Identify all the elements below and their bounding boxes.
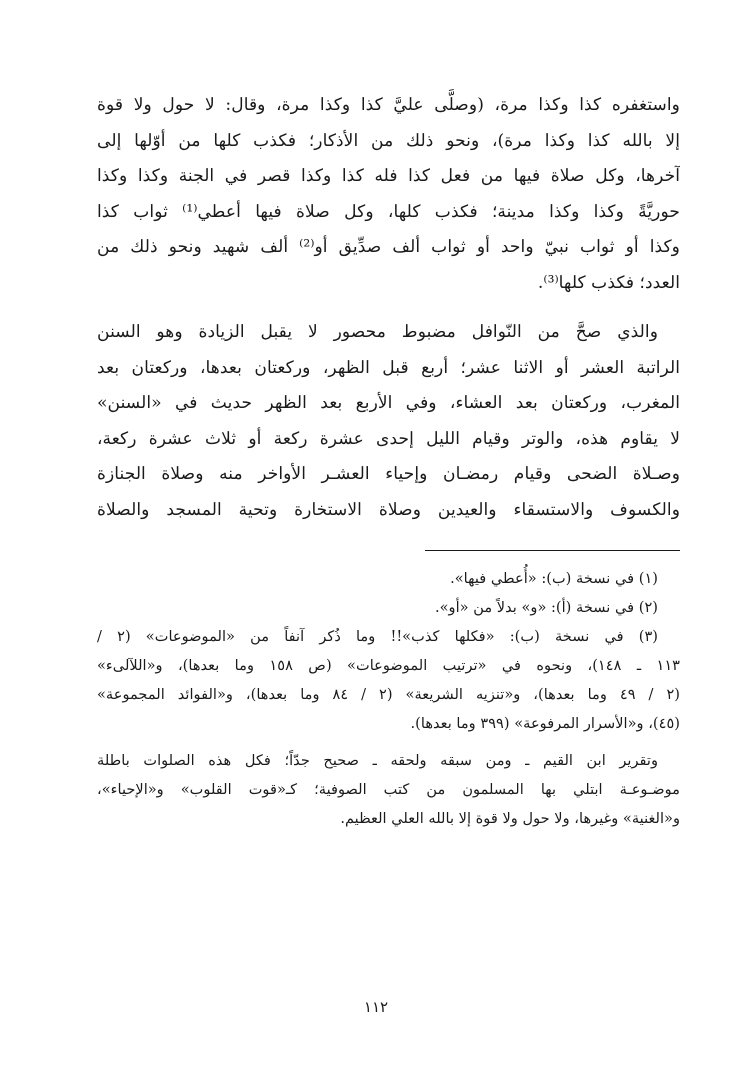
text-line: واستغفره كذا وكذا مرة، (وصلَّى عليَّ كذا وكذا مرة، وقال: لا حول ولا قوة — [97, 95, 680, 115]
footnote-1: (١) في نسخة (ب): «أُعطي فيها». — [450, 570, 658, 587]
footnote-3-cont: (٢ / ٤٩ وما بعدها)، و«تنزيه الشريعة» (٢ / ٨٤ وما بعدها)، و«الفوائد المجموعة» — [97, 686, 680, 703]
footnote-comment: موضـوعـة ابتلي بها المسلمون من كتب الصوفية؛ كـ«قوت القلوب» و«الإحياء»، — [97, 781, 680, 798]
footnote-2: (٢) في نسخة (أ): «و» بدلاً من «أو». — [434, 599, 658, 616]
text-line: وصـلاة الضحى وقيام رمضـان وإحياء العشـر الأواخر منه وصلاة الجنازة — [97, 464, 680, 484]
footnotes — [97, 564, 680, 833]
footnote-3: (٣) في نسخة (ب): «فكلها كذب»!! وما ذُكر آنفاً من «الموضوعات» (٢ / — [97, 628, 658, 645]
page-number: ١١٢ — [363, 998, 389, 1016]
footnote-separator — [425, 550, 680, 551]
footnote-comment: و«الغنية» وغيرها، ولا حول ولا قوة إلا بالله العلي العظيم. — [340, 810, 680, 827]
text-line: حوريَّةً وكذا وكذا مدينة؛ فكذب كلها، وكل صلاة فيها أعطي⁽¹⁾ ثواب كذا — [97, 201, 680, 222]
text-line: العدد؛ فكذب كلها⁽³⁾. — [537, 272, 680, 293]
footnote-3-cont: ١١٣ ـ ١٤٨)، ونحوه في «ترتيب الموضوعات» (ص ١٥٨ وما بعدها)، و«اللآلىء» — [97, 657, 680, 674]
footnote-comment: وتقرير ابن القيم ـ ومن سبقه ولحقه ـ صحيح جدّاً؛ فكل هذه الصلوات باطلة — [97, 752, 658, 769]
text-line: إلا بالله كذا وكذا مرة)، ونحو ذلك من الأذكار؛ فكذب كلها من أوّلها إلى — [97, 130, 680, 151]
text-line: لا يقاوم هذه، والوتر وقيام الليل إحدى عشرة ركعة أو ثلاث عشرة ركعة، — [97, 428, 680, 449]
paragraph-2 — [97, 315, 680, 528]
text-line: الراتبة العشر أو الاثنا عشر؛ أربع قبل الظهر، وركعتان بعدها، وركعتان بعد — [97, 357, 680, 378]
text-line: والذي صحَّ من النّوافل مضبوط محصور لا يقبل الزيادة وهو السنن — [97, 322, 658, 342]
text-line: والكسوف والاستسقاء والعيدين وصلاة الاستخارة وتحية المسجد والصلاة — [97, 499, 680, 520]
paragraph-1 — [97, 88, 680, 301]
text-line: آخرها، وكل صلاة فيها من فعل كذا فله كذا وكذا قصر في الجنة وكذا وكذا — [97, 166, 680, 186]
text-line: وكذا أو ثواب نبيّ واحد أو ثواب ألف صدِّيق أو⁽²⁾ ألف شهيد ونحو ذلك من — [97, 237, 680, 257]
text-line: المغرب، وركعتان بعد العشاء، وفي الأربع بعد الظهر حديث في «السنن» — [97, 393, 680, 413]
page-content — [97, 88, 680, 833]
footnote-3-cont: (٤٥)، و«الأسرار المرفوعة» (٣٩٩ وما بعدها). — [410, 715, 680, 732]
